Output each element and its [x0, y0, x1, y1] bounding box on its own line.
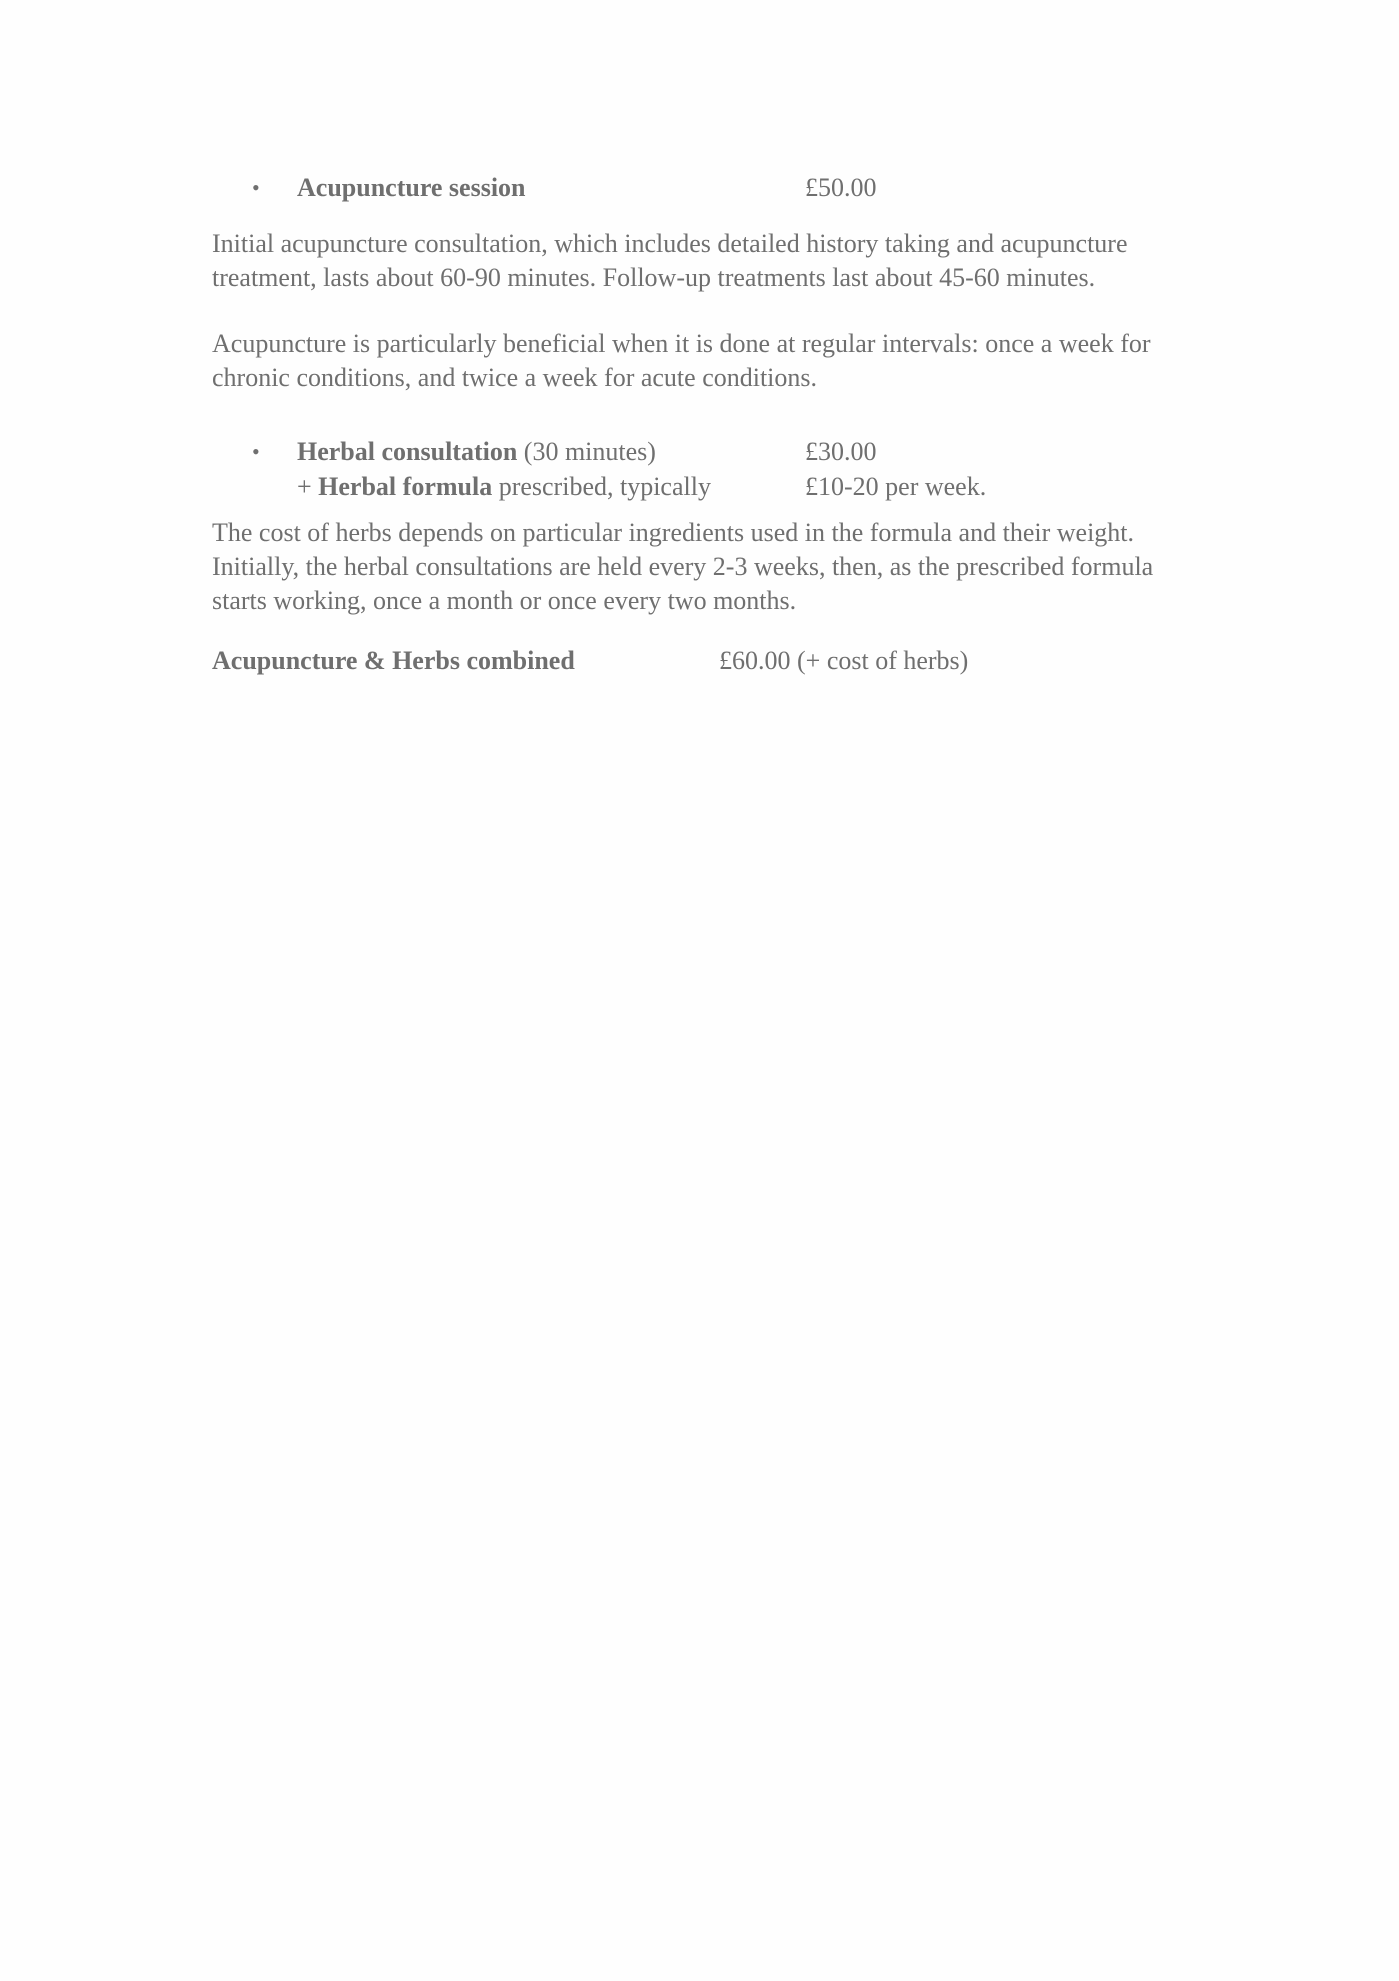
list-bullet: •: [252, 439, 260, 464]
herbal-formula-row: [297, 470, 711, 504]
acupuncture-session-price: £50.00: [805, 173, 877, 202]
acupuncture-paragraph2-line2: chronic conditions, and twice a week for acute conditions.: [212, 363, 818, 392]
herbal-consultation-row: [297, 435, 656, 469]
herbal-consultation-duration: (30 minutes): [517, 437, 656, 466]
acupuncture-paragraph1-line1: Initial acupuncture consultation, which includes detailed history taking and acupuncture: [212, 229, 1128, 258]
herbal-consultation-price: £30.00: [805, 437, 877, 466]
herbal-formula-title: Herbal formula: [318, 472, 493, 501]
combined-title: Acupuncture & Herbs combined: [212, 646, 575, 675]
acupuncture-session-title: Acupuncture session: [297, 173, 526, 202]
herbal-consultation-title: Herbal consultation: [297, 437, 518, 466]
herbal-formula-suffix: prescribed, typically: [492, 472, 711, 501]
herbal-paragraph-line3: starts working, once a month or once every two months.: [212, 586, 797, 615]
acupuncture-paragraph1-line2: treatment, lasts about 60-90 minutes. Follow-up treatments last about 45-60 minutes.: [212, 263, 1096, 292]
acupuncture-paragraph2-line1: Acupuncture is particularly beneficial when it is done at regular intervals: once a week for: [212, 329, 1151, 358]
herbal-paragraph-line1: The cost of herbs depends on particular ingredients used in the formula and their weight.: [212, 518, 1135, 547]
list-bullet: •: [252, 175, 260, 200]
herbal-formula-prefix: +: [297, 472, 319, 501]
combined-price: £60.00 (+ cost of herbs): [719, 646, 969, 675]
herbal-formula-price: £10-20 per week.: [805, 472, 987, 501]
herbal-paragraph-line2: Initially, the herbal consultations are held every 2-3 weeks, then, as the prescribed formula: [212, 552, 1154, 581]
